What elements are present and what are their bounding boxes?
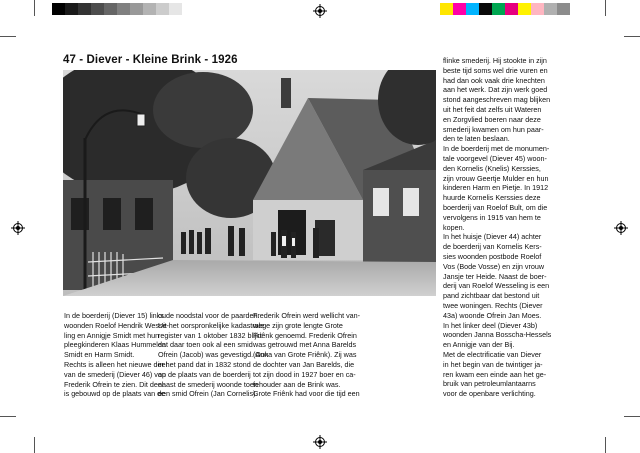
- text-line: tot zijn dood in 1927 boer en ca-: [253, 369, 356, 379]
- body-text-column-right: [443, 56, 575, 399]
- text-line: In het huisje (Diever 44) achter: [443, 232, 542, 242]
- text-line: wege zijn grote lengte Grote: [253, 320, 343, 330]
- text-line: ling en Annigje Smidt met hun: [64, 330, 160, 340]
- text-line: uit het feit dat zelfs uit Wateren: [443, 104, 542, 114]
- text-line: dat daar toen ook al een smid: [158, 340, 253, 350]
- print-swatch: [117, 3, 130, 15]
- text-line: de dochter van Jan Barelds, die: [253, 359, 355, 369]
- print-swatch: [479, 3, 492, 15]
- text-line: huurde Kornelis Kerssies deze: [443, 193, 541, 203]
- print-swatch: [52, 3, 65, 15]
- crop-mark: [0, 416, 16, 417]
- text-line: ren kwam een einde aan het ge-: [443, 369, 547, 379]
- text-line: In het linker deel (Diever 43b): [443, 320, 538, 330]
- text-line: was getrouwd met Anna Barelds: [253, 340, 357, 350]
- print-swatch: [440, 3, 453, 15]
- print-swatch: [91, 3, 104, 15]
- text-line: register van 1 oktober 1832 blijkt: [158, 330, 262, 340]
- crop-mark: [0, 36, 16, 37]
- registration-target-left-icon: [11, 221, 25, 235]
- text-line: Smidt en Harm Smidt.: [64, 350, 135, 360]
- text-line: stond aangeschreven mag blijken: [443, 95, 551, 105]
- text-line: derij van Roelof Wesseling is een: [443, 281, 550, 291]
- text-line: kinderen Harm en Pietje. In 1912: [443, 183, 549, 193]
- body-text-column-3: [253, 311, 361, 399]
- text-line: en Zorgvlied boeren naar deze: [443, 114, 541, 124]
- text-line: den Kornelis (Knelis) Kerssies,: [443, 163, 541, 173]
- text-line: twee woningen. Rechts (Diever: [443, 300, 543, 310]
- crop-mark: [34, 0, 35, 16]
- text-line: (Anna van Grote Friênk). Zij was: [253, 350, 357, 360]
- text-line: Rechts is alleen het nieuwe deel: [64, 359, 168, 369]
- text-line: vervolgens in 1915 van hem te: [443, 212, 541, 222]
- print-swatch: [492, 3, 505, 15]
- gray-ramp-strip: [52, 3, 182, 15]
- print-swatch: [65, 3, 78, 15]
- print-swatch: [78, 3, 91, 15]
- color-bar-strip: [440, 3, 570, 15]
- text-line: op de plaats van de boerderij: [158, 369, 251, 379]
- text-line: den te laten beslaan.: [443, 134, 510, 144]
- body-text-column-2: [158, 311, 269, 399]
- text-line: kopen.: [443, 222, 465, 232]
- print-swatch: [143, 3, 156, 15]
- text-line: de boerderij van Kornelis Kers-: [443, 242, 542, 252]
- text-line: 43a) woonde Ofrein Jan Moes.: [443, 310, 542, 320]
- print-swatch: [130, 3, 143, 15]
- text-line: is gebouwd op de plaats van de: [64, 389, 166, 399]
- text-line: een smid Ofrein (Jan Cornelis).: [158, 389, 258, 399]
- text-line: In de boerderij (Diever 15) links: [64, 311, 164, 320]
- print-swatch: [169, 3, 182, 15]
- text-line: pand zichtbaar dat bestond uit: [443, 291, 540, 301]
- registration-target-right-icon: [614, 221, 628, 235]
- registration-target-top-icon: [313, 4, 327, 18]
- text-line: smederij kwamen om hun paar-: [443, 124, 544, 134]
- text-line: woonden Janna Bosscha-Hessels: [443, 330, 552, 340]
- text-line: Frederik Ofrein werd wellicht van-: [253, 311, 361, 320]
- text-line: naast de smederij woonde toen: [158, 379, 258, 389]
- crop-mark: [34, 437, 35, 453]
- crop-mark: [624, 36, 640, 37]
- text-line: van de smederij (Diever 46) van: [64, 369, 166, 379]
- text-line: aan het werk. Dat zijn werk goed: [443, 85, 548, 95]
- text-line: fehouder aan de Brink was.: [253, 379, 341, 389]
- text-line: sies woonden postbode Roelof: [443, 251, 542, 261]
- text-line: bruik van petroleumlantaarns: [443, 379, 536, 389]
- body-text-column-1: [64, 311, 169, 399]
- text-line: Friênk genoemd. Frederik Ofrein: [253, 330, 357, 340]
- print-swatch: [544, 3, 557, 15]
- photo-illustration: [63, 70, 436, 296]
- text-line: woonden Roelof Hendrik Wesse-: [64, 320, 169, 330]
- print-swatch: [557, 3, 570, 15]
- text-line: flinke smederij. Hij stookte in zijn: [443, 56, 547, 65]
- print-swatch: [104, 3, 117, 15]
- text-line: In de boerderij met de monumen-: [443, 144, 550, 154]
- print-swatch: [453, 3, 466, 15]
- text-line: oude noodstal voor de paarden.: [158, 311, 260, 320]
- print-swatch: [156, 3, 169, 15]
- text-line: Frederik Ofrein te zien. Dit deel: [64, 379, 164, 389]
- text-line: Ofrein (Jacob) was gevestigd. Ook: [158, 350, 269, 360]
- text-line: zijn vrouw Geertje Mulder en hun: [443, 173, 549, 183]
- text-line: Grote Friênk had voor die tijd een: [253, 389, 360, 399]
- text-line: Jansje ter Heide. Naast de boer-: [443, 271, 547, 281]
- print-swatch: [466, 3, 479, 15]
- text-line: boerderij van Roelof Bult, om die: [443, 202, 548, 212]
- crop-mark: [624, 416, 640, 417]
- print-swatch: [505, 3, 518, 15]
- text-line: tale voorgevel (Diever 45) woon-: [443, 153, 547, 163]
- text-line: en Annigje van der Bij.: [443, 340, 515, 350]
- print-swatch: [531, 3, 544, 15]
- text-line: beste tijd soms wel drie vuren en: [443, 65, 548, 75]
- crop-mark: [605, 437, 606, 453]
- page-title: 47 - Diever - Kleine Brink - 1926: [63, 54, 238, 66]
- text-line: Vos (Bode Vosse) en zijn vrouw: [443, 261, 545, 271]
- text-line: had dan ook vaak drie knechten: [443, 75, 545, 85]
- text-line: voor de openbare verlichting.: [443, 389, 536, 399]
- text-line: Uit het oorspronkelijke kadastrale: [158, 320, 265, 330]
- crop-mark: [605, 0, 606, 16]
- text-line: Met de electrificatie van Diever: [443, 349, 542, 359]
- text-line: in het pand dat in 1832 stond: [158, 359, 251, 369]
- text-line: pleegkinderen Klaas Hummelen: [64, 340, 166, 350]
- text-line: in het begin van de twintiger ja-: [443, 359, 543, 369]
- print-swatch: [518, 3, 531, 15]
- historic-photograph: [63, 70, 436, 296]
- registration-target-bottom-icon: [313, 435, 327, 449]
